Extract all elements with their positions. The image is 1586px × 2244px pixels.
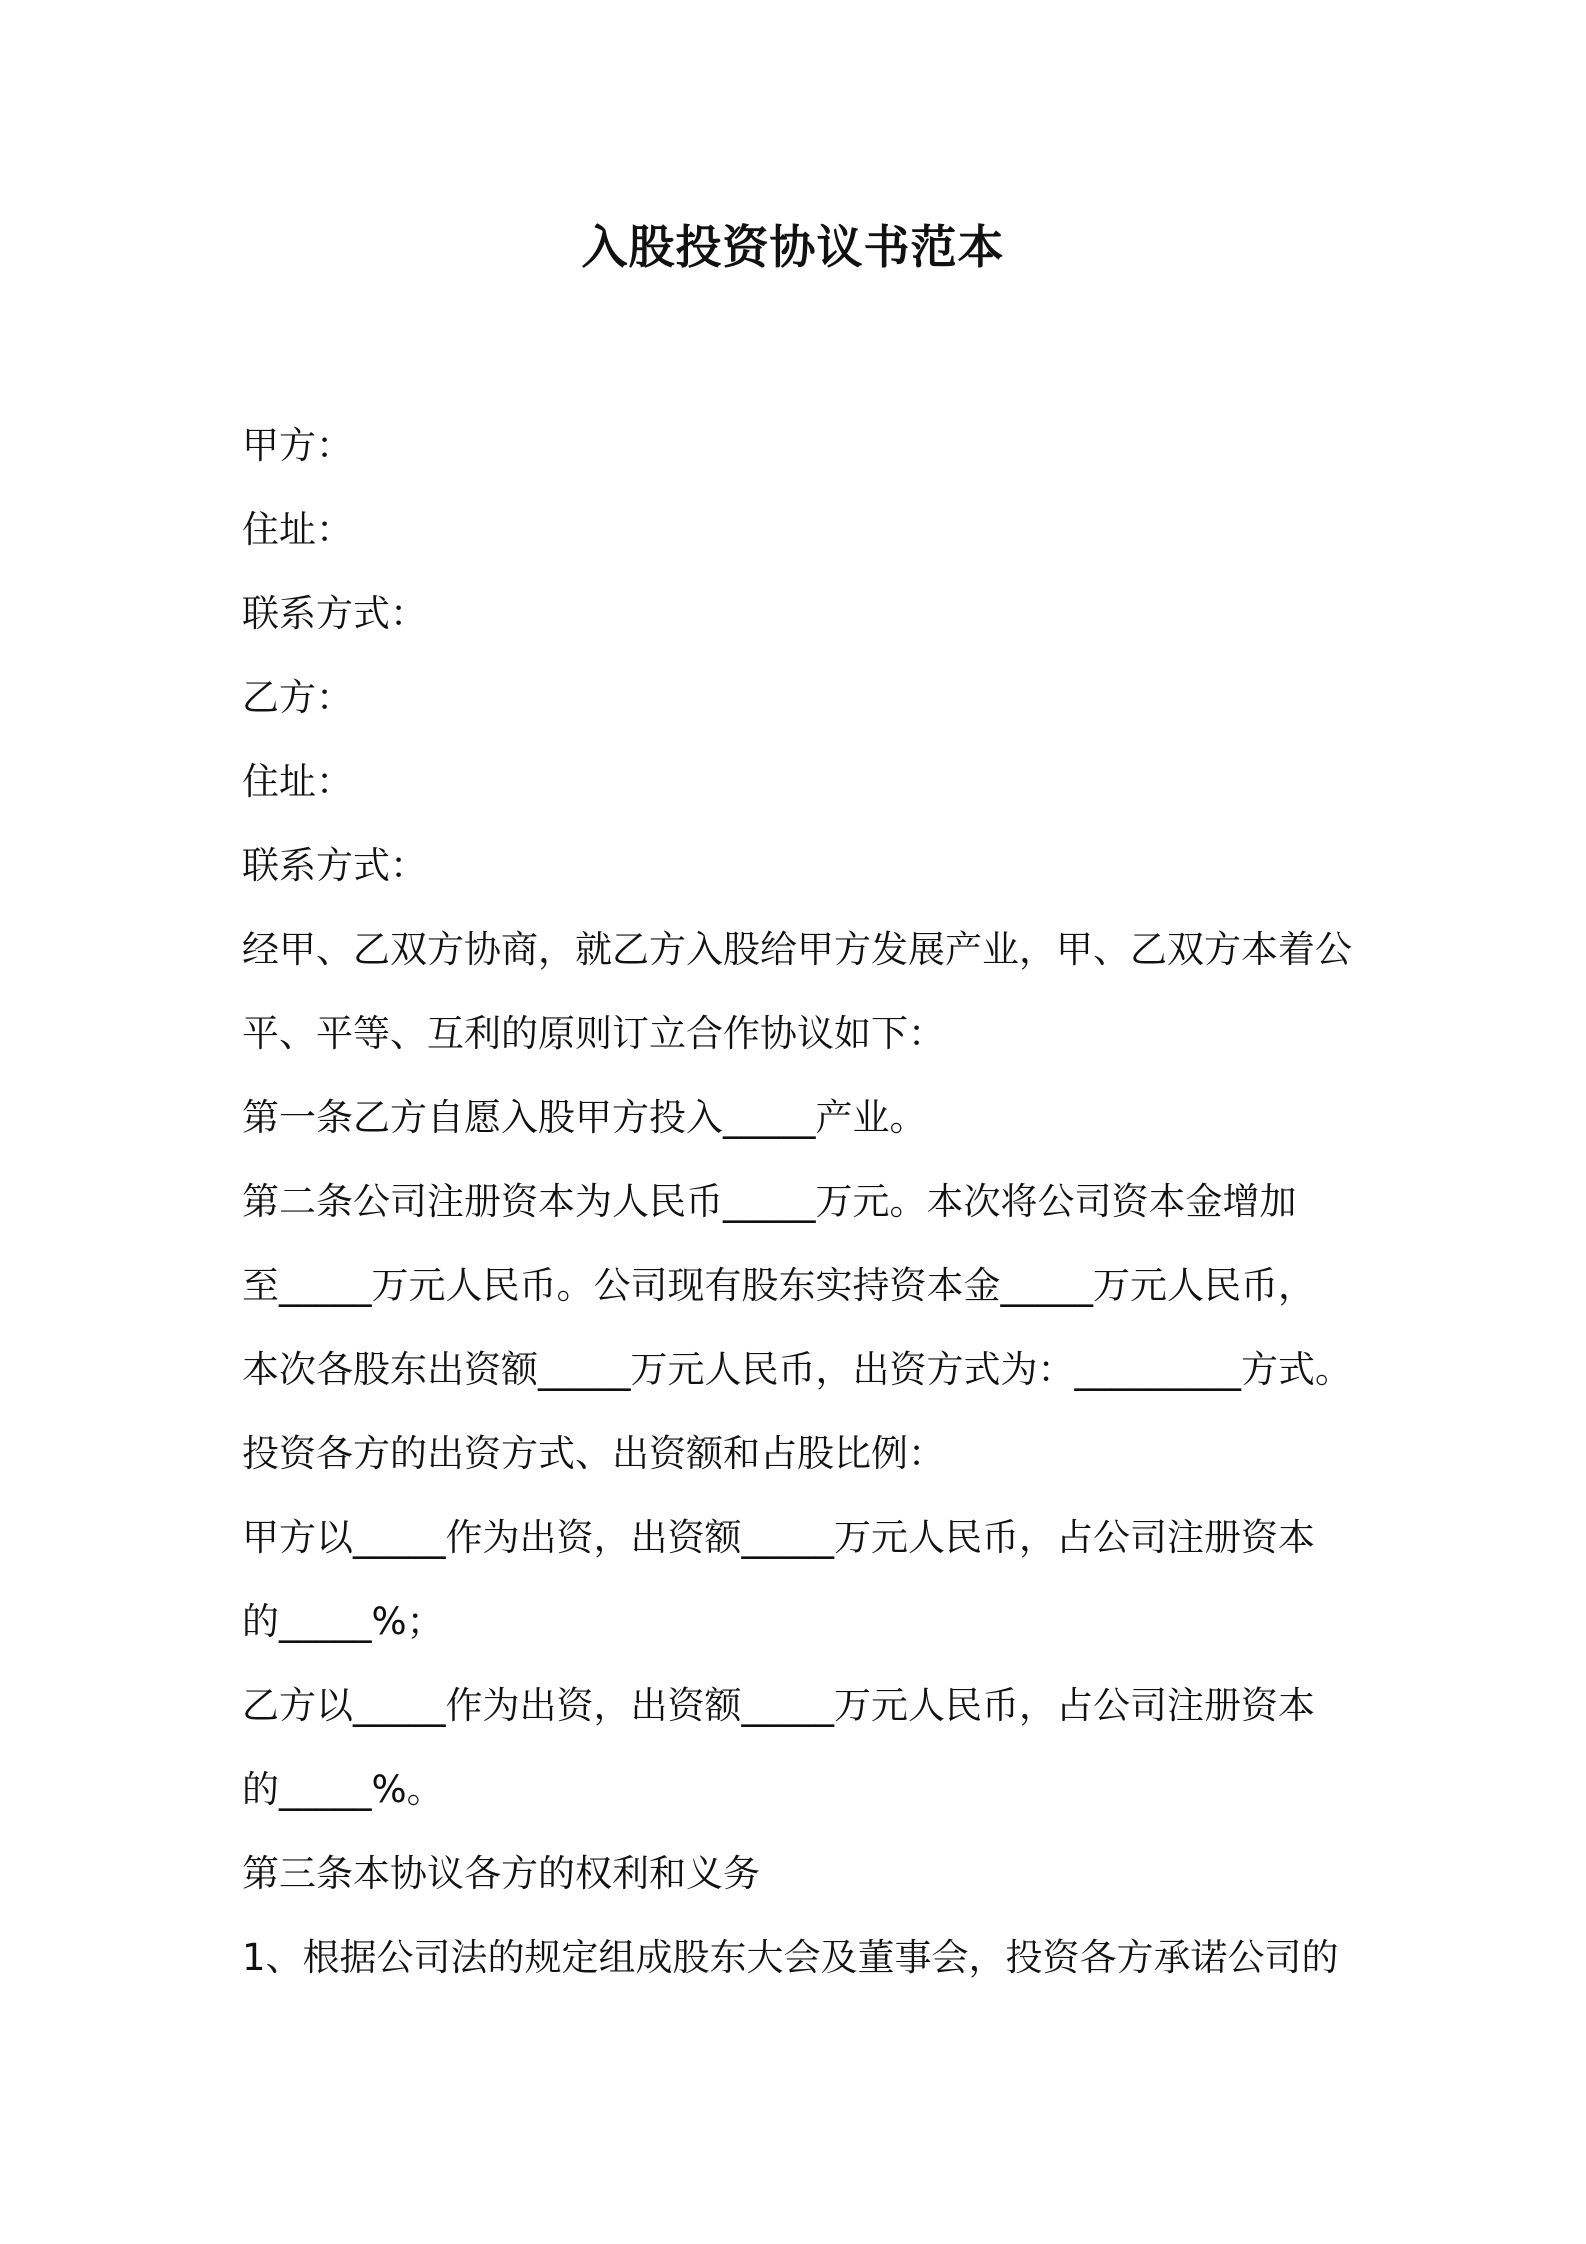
party-a-investment-line-1: 甲方以_____作为出资，出资额_____万元人民币，占公司注册资本 — [242, 1516, 1315, 1559]
intro-line-2: 平、平等、互利的原则订立合作协议如下： — [242, 1012, 945, 1055]
party-a-investment-line-2: 的_____%； — [242, 1600, 444, 1643]
party-a-line: 甲方： — [242, 424, 353, 467]
document-body — [242, 404, 1362, 2000]
party-b-investment-line-2: 的_____%。 — [242, 1768, 444, 1811]
document-title: 入股投资协议书范本 — [581, 220, 1005, 274]
intro-line-1: 经甲、乙双方协商，就乙方入股给甲方发展产业，甲、乙双方本着公 — [242, 928, 1352, 971]
party-b-investment-line-1: 乙方以_____作为出资，出资额_____万元人民币，占公司注册资本 — [242, 1684, 1315, 1727]
party-b-contact-line: 联系方式： — [242, 844, 427, 887]
article-2-line-3: 本次各股东出资额_____万元人民币，出资方式为：_________方式。 — [242, 1348, 1352, 1391]
article-2-line-2: 至_____万元人民币。公司现有股东实持资本金_____万元人民币， — [242, 1264, 1315, 1307]
investment-ratio-heading: 投资各方的出资方式、出资额和占股比例： — [242, 1432, 945, 1475]
article-3-heading: 第三条本协议各方的权利和义务 — [242, 1852, 760, 1895]
party-b-address-line: 住址： — [242, 760, 353, 803]
article-3-item-1-line: 1、根据公司法的规定组成股东大会及董事会，投资各方承诺公司的 — [242, 1936, 1339, 1979]
party-a-address-line: 住址： — [242, 508, 353, 551]
party-a-contact-line: 联系方式： — [242, 592, 427, 635]
party-b-line: 乙方： — [242, 676, 353, 719]
article-1-line: 第一条乙方自愿入股甲方投入_____产业。 — [242, 1096, 927, 1139]
article-2-line-1: 第二条公司注册资本为人民币_____万元。本次将公司资本金增加 — [242, 1180, 1297, 1223]
